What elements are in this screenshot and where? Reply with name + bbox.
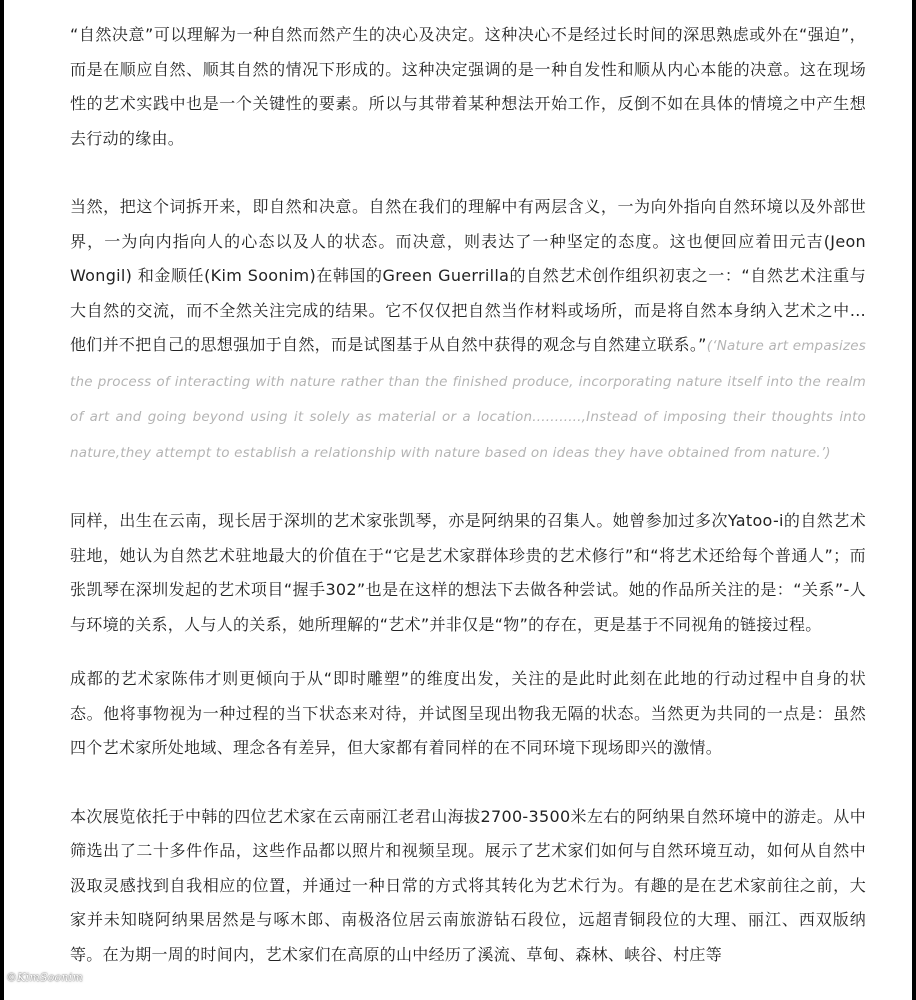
paragraph-4: 成都的艺术家陈伟才则更倾向于从“即时雕塑”的维度出发，关注的是此时此刻在此地的行动过程中自身的状态。他将事物视为一种过程的当下状态来对待，并试图呈现出物我无隔的状态。当然更为共同的一点是：虽然四个艺术家所处地域、理念各有差异，但大家都有着同样的在不同环境下现场即兴的激情。 [70, 669, 866, 757]
english-quote: (‘Nature art empasizes the process of interacting with nature rather than the finished produce, incorporating nature itself into the realm of art and going beyond using it solely as material or a location...........,Instead of imposing their thoughts into nature,they attempt to establish a relationship with nature based on ideas they have obtained from nature.’) [70, 338, 866, 461]
paragraph-spacer [70, 766, 866, 800]
paragraph-2-text: 当然，把这个词拆开来，即自然和决意。自然在我们的理解中有两层含义，一为向外指向自然环境以及外部世界，一为向内指向人的心态以及人的状态。而决意，则表达了一种坚定的态度。这也便回应着田元吉(Jeon Wongil) 和金顺任(Kim Soonim)在韩国的Green Guerrilla的自然艺术创作组织初衷之一：“自然艺术注重与大自然的交流，而不全然关注完成的结果。它不仅仅把自然当作材料或场所，而是将自然本身纳入艺术之中… 他们并不把自己的思想强加于自然，而是试图基于从自然中获得的观念与自然建立联系。” [70, 197, 866, 354]
article-page [4, 0, 912, 1000]
article-body [70, 18, 866, 972]
watermark: ©KimSoonim [6, 971, 83, 984]
paragraph-2 [70, 190, 866, 470]
paragraph-spacer [70, 642, 866, 662]
paragraph-spacer [70, 470, 866, 504]
paragraph-spacer [70, 156, 866, 190]
paragraph-3: 同样，出生在云南，现长居于深圳的艺术家张凯琴，亦是阿纳果的召集人。她曾参加过多次Yatoo-i的自然艺术驻地，她认为自然艺术驻地最大的价值在于“它是艺术家群体珍贵的艺术修行”和“将艺术还给每个普通人”；而张凯琴在深圳发起的艺术项目“握手302”也是在这样的想法下去做各种尝试。她的作品所关注的是：“关系”-人与环境的关系，人与人的关系，她所理解的“艺术”并非仅是“物”的存在，更是基于不同视角的链接过程。 [70, 511, 866, 634]
paragraph-5: 本次展览依托于中韩的四位艺术家在云南丽江老君山海拔2700-3500米左右的阿纳果自然环境中的游走。从中筛选出了二十多件作品，这些作品都以照片和视频呈现。展示了艺术家们如何与自然环境互动，如何从自然中汲取灵感找到自我相应的位置，并通过一种日常的方式将其转化为艺术行为。有趣的是在艺术家前往之前，大家并未知晓阿纳果居然是与啄木郎、南极洛位居云南旅游钻石段位，远超青铜段位的大理、丽江、西双版纳等。在为期一周的时间内，艺术家们在高原的山中经历了溪流、草甸、森林、峡谷、村庄等 [70, 806, 866, 964]
paragraph-1: “自然决意”可以理解为一种自然而然产生的决心及决定。这种决心不是经过长时间的深思熟虑或外在“强迫”，而是在顺应自然、顺其自然的情况下形成的。这种决定强调的是一种自发性和顺从内心本能的决意。这在现场性的艺术实践中也是一个关键性的要素。所以与其带着某种想法开始工作，反倒不如在具体的情境之中产生想去行动的缘由。 [70, 25, 866, 148]
